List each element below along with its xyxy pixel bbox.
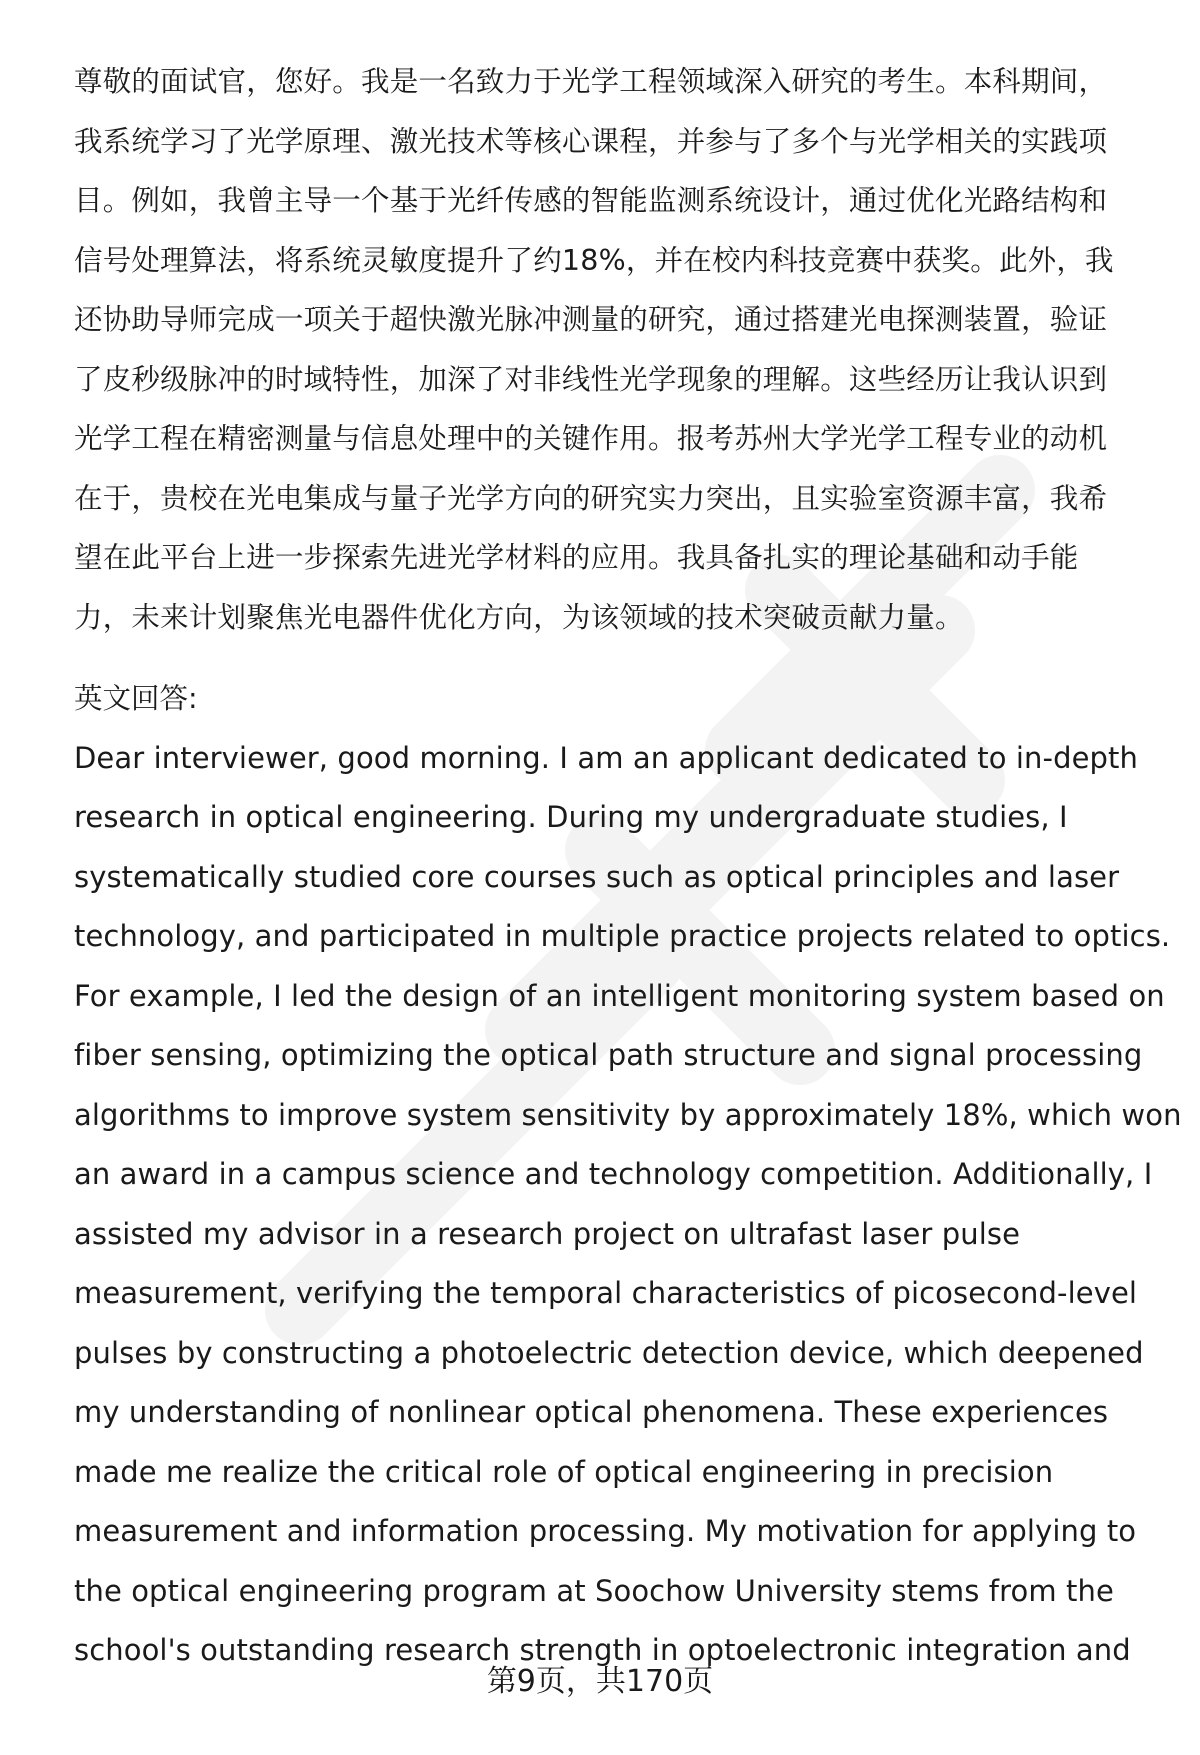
english-answer-line: fiber sensing, optimizing the optical path structure and signal processing: [74, 1038, 1143, 1072]
chinese-answer-line: 信号处理算法，将系统灵敏度提升了约18%，并在校内科技竞赛中获奖。此外，我: [74, 243, 1114, 277]
page-number-footer: 第9页，共170页: [486, 1664, 714, 1699]
chinese-answer-line: 我系统学习了光学原理、激光技术等核心课程，并参与了多个与光学相关的实践项: [74, 124, 1108, 158]
english-answer-paragraph: [74, 729, 1182, 1681]
chinese-answer-line: 了皮秒级脉冲的时域特性，加深了对非线性光学现象的理解。这些经历让我认识到: [74, 362, 1108, 396]
english-answer-line: school's outstanding research strength in optoelectronic integration and: [74, 1633, 1131, 1667]
english-answer-line: systematically studied core courses such as optical principles and laser: [74, 859, 1120, 894]
english-answer-line: assisted my advisor in a research project on ultrafast laser pulse: [74, 1216, 1021, 1251]
chinese-answer-line: 目。例如，我曾主导一个基于光纤传感的智能监测系统设计，通过优化光路结构和: [74, 184, 1108, 217]
english-answer-line: For example, I led the design of an intelligent monitoring system based on: [74, 978, 1165, 1013]
english-answer-line: the optical engineering program at Soochow University stems from the: [74, 1573, 1114, 1608]
english-answer-line: my understanding of nonlinear optical phenomena. These experiences: [74, 1395, 1109, 1429]
document-body: [74, 52, 1182, 1681]
chinese-answer-line: 望在此平台上进一步探索先进光学材料的应用。我具备扎实的理论基础和动手能: [74, 541, 1079, 574]
english-answer-line: made me realize the critical role of optical engineering in precision: [74, 1454, 1054, 1489]
chinese-answer-line: 还协助导师完成一项关于超快激光脉冲测量的研究，通过搭建光电探测装置，验证: [74, 303, 1108, 336]
chinese-answer-line: 光学工程在精密测量与信息处理中的关键作用。报考苏州大学光学工程专业的动机: [74, 422, 1108, 455]
english-answer-line: measurement and information processing. My motivation for applying to: [74, 1514, 1137, 1548]
english-answer-line: pulses by constructing a photoelectric detection device, which deepened: [74, 1335, 1144, 1370]
chinese-answer-paragraph: [74, 52, 1144, 647]
english-answer-heading: 英文回答:: [74, 682, 198, 715]
english-answer-line: algorithms to improve system sensitivity by approximately 18%, which won: [74, 1097, 1182, 1132]
chinese-answer-line: 在于，贵校在光电集成与量子光学方向的研究实力突出，且实验室资源丰富，我希: [74, 481, 1108, 515]
english-answer-line: an award in a campus science and technology competition. Additionally, I: [74, 1157, 1153, 1191]
english-answer-line: measurement, verifying the temporal characteristics of picosecond-level: [74, 1276, 1138, 1310]
chinese-answer-line: 力，未来计划聚焦光电器件优化方向，为该领域的技术突破贡献力量。: [74, 600, 964, 634]
english-answer-line: Dear interviewer, good morning. I am an applicant dedicated to in-depth: [74, 740, 1138, 775]
chinese-answer-line: 尊敬的面试官，您好。我是一名致力于光学工程领域深入研究的考生。本科期间，: [74, 65, 1108, 98]
english-answer-line: research in optical engineering. During my undergraduate studies, I: [74, 800, 1068, 834]
english-answer-line: technology, and participated in multiple practice projects related to optics.: [74, 919, 1171, 953]
